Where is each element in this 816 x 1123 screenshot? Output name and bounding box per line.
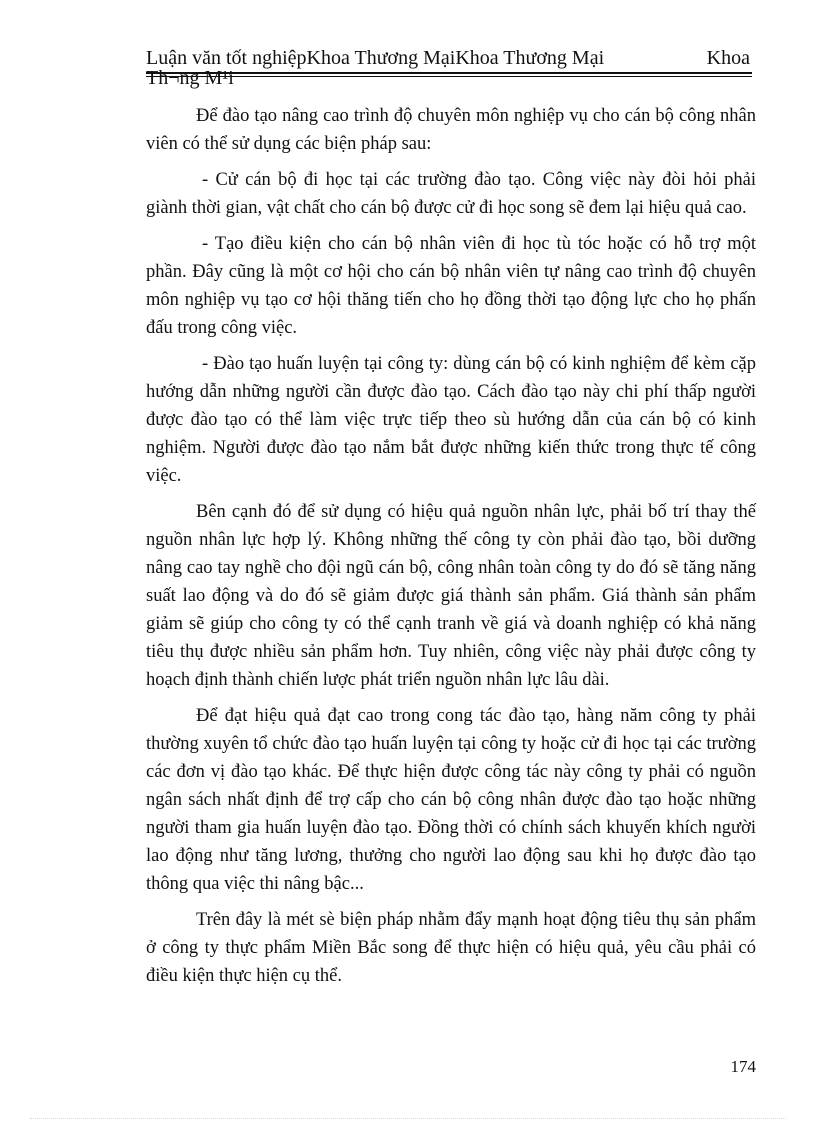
- header-title: Luận văn tốt nghiệpKhoa Thương MạiKhoa Thương Mại: [146, 47, 605, 69]
- paragraph-2: - Cử cán bộ đi học tại các trường đào tạo. Công việc này đòi hỏi phải giành thời gian, vật chất cho cán bộ được cử đi học song sẽ đem lại hiệu quả cao.: [146, 170, 756, 218]
- paragraph-1: Để đào tạo nâng cao trình độ chuyên môn nghiệp vụ cho cán bộ công nhân viên có thể sử dụng các biện pháp sau:: [146, 106, 756, 154]
- footer-divider: [30, 1118, 786, 1119]
- header-right: Khoa: [706, 47, 750, 69]
- header-line: [146, 47, 750, 69]
- paragraph-4: - Đào tạo huấn luyện tại công ty: dùng cán bộ có kinh nghiệm để kèm cặp hướng dẫn những người cần được đào tạo. Cách đào tạo này chi phí thấp người được đào tạo có thể làm việc trực tiếp theo sù hướng dẫn của cán bộ có kinh nghiệm. Người được đào tạo nắm bắt được những kiến thức trong thực tế công việc.: [146, 354, 756, 486]
- header-rule: [146, 72, 752, 74]
- paragraph-7: Trên đây là mét sè biện pháp nhằm đẩy mạnh hoạt động tiêu thụ sản phẩm ở công ty thực phẩm Miền Bắc song để thực hiện có hiệu quả, yêu cầu phải có điều kiện thực hiện cụ thể.: [146, 910, 756, 986]
- header-rule-thin: [146, 76, 752, 77]
- paragraph-6: Để đạt hiệu quả đạt cao trong cong tác đào tạo, hàng năm công ty phải thường xuyên tổ chức đào tạo huấn luyện tại công ty hoặc cử đi học tại các trường các đơn vị đào tạo khác. Để thực hiện được công tác này công ty phải có nguồn ngân sách nhất định để trợ cấp cho cán bộ công nhân được đào tạo hoặc những người tham gia huấn luyện đào tạo. Đồng thời có chính sách khuyến khích người lao động như tăng lương, thưởng cho người lao động sau khi họ được đào tạo thông qua việc thi nâng bậc...: [146, 706, 756, 894]
- page-header: [146, 47, 750, 89]
- page-number: 174: [730, 1057, 756, 1076]
- paragraph-5: Bên cạnh đó để sử dụng có hiệu quả nguồn nhân lực, phải bố trí thay thế nguồn nhân lực hợp lý. Không những thế công ty còn phải đào tạo, bồi dưỡng nâng cao tay nghề cho đội ngũ cán bộ, công nhân toàn công ty do đó sẽ tăng năng suất lao động và do đó sẽ giảm được giá thành sản phẩm. Giá thành sản phẩm giảm sẽ giúp cho công ty có thể cạnh tranh về giá và doanh nghiệp có khả năng tiêu thụ được nhiều sản phẩm hơn. Tuy nhiên, công việc này phải được công ty hoạch định thành chiến lược phát triển nguồn nhân lực lâu dài.: [146, 502, 756, 690]
- header-line-2: Th¬ng M¹i: [146, 67, 234, 89]
- paragraph-3: - Tạo điều kiện cho cán bộ nhân viên đi học tù tóc hoặc có hỗ trợ một phần. Đây cũng là một cơ hội cho cán bộ nhân viên tự nâng cao trình độ chuyên môn nghiệp vụ tạo cơ hội thăng tiến cho họ đồng thời tạo động lực cho họ phấn đấu trong công việc.: [146, 234, 756, 338]
- document-body: [146, 102, 756, 998]
